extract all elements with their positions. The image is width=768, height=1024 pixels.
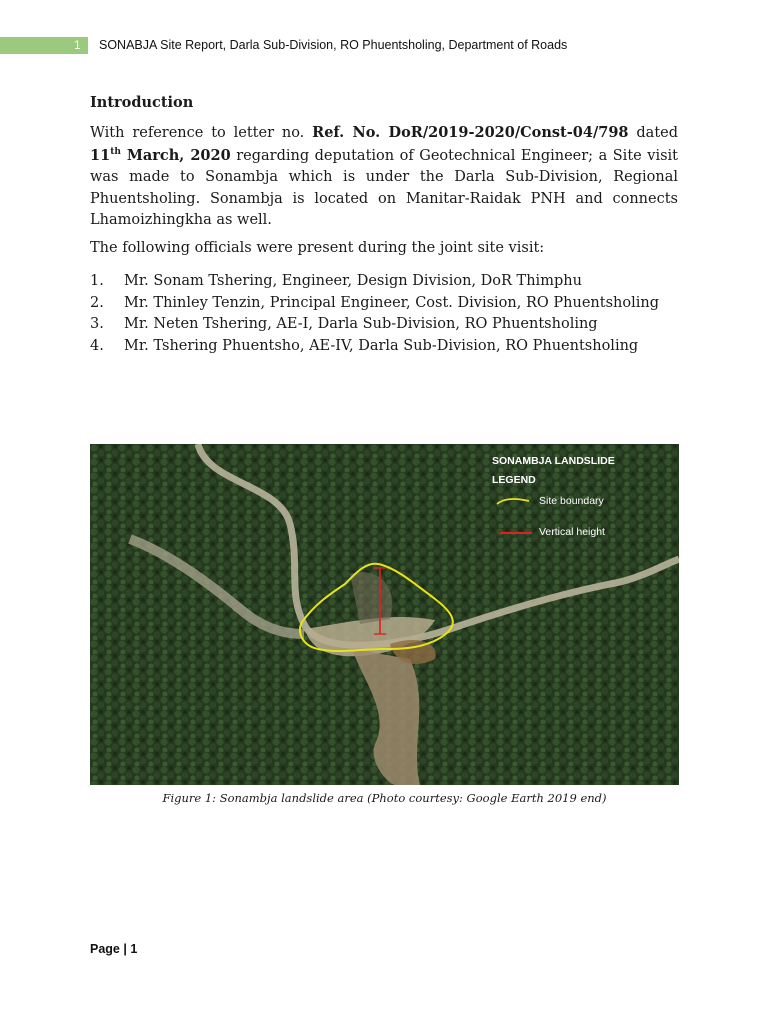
intro-text-2: dated <box>628 125 679 141</box>
date-suffix: th <box>110 146 121 157</box>
date-day: 11 <box>90 146 111 164</box>
official-text: Mr. Tshering Phuentsho, AE-IV, Darla Sub-Division, RO Phuentsholing <box>124 337 639 354</box>
header-page-number: 1 <box>74 38 81 52</box>
official-list-item <box>90 293 678 315</box>
official-list-item <box>90 271 678 293</box>
officials-list <box>90 271 678 357</box>
official-list-item <box>90 314 678 336</box>
figure-caption: Figure 1: Sonambja landslide area (Photo courtesy: Google Earth 2019 end) <box>162 791 607 805</box>
letter-reference: Ref. No. DoR/2019-2020/Const-04/798 <box>312 124 629 141</box>
official-text: Mr. Thinley Tenzin, Principal Engineer, Cost. Division, RO Phuentsholing <box>124 294 659 311</box>
header-title: SONABJA Site Report, Darla Sub-Division, RO Phuentsholing, Department of Roads <box>99 38 568 52</box>
list-number: 1. <box>90 273 104 289</box>
vertical-height-swatch <box>500 532 532 534</box>
official-text: Mr. Sonam Tshering, Engineer, Design Division, DoR Thimphu <box>124 273 582 289</box>
officials-intro: The following officials were present during the joint site visit: <box>90 240 545 256</box>
footer-page-label: Page | 1 <box>90 942 138 956</box>
date-rest: March, 2020 <box>120 146 231 164</box>
list-number: 4. <box>90 337 104 354</box>
legend-title-line-1: SONAMBJA LANDSLIDE <box>492 455 615 467</box>
legend-site-boundary: Site boundary <box>539 495 604 507</box>
legend-title <box>492 452 632 490</box>
intro-text-1: With reference to letter no. <box>90 125 313 141</box>
legend-title-line-2: LEGEND <box>492 474 536 486</box>
official-list-item <box>90 336 678 358</box>
intro-text-3: regarding deputation of Geotechnical Engineer; a Site visit was made to Sonambja which is under the Darla Sub-Division, Regional Phuentsholing. Sonambja is located on Manitar-Raidak PNH and connects Lhamoizhingkha as well. <box>90 147 678 228</box>
section-heading: Introduction <box>90 94 194 111</box>
list-number: 3. <box>90 316 104 332</box>
official-text: Mr. Neten Tshering, AE-I, Darla Sub-Division, RO Phuentsholing <box>124 316 598 332</box>
intro-paragraph <box>90 122 678 232</box>
legend-vertical-height: Vertical height <box>539 526 605 538</box>
site-boundary-swatch <box>496 497 530 505</box>
letter-date <box>90 147 231 164</box>
list-number: 2. <box>90 294 104 311</box>
